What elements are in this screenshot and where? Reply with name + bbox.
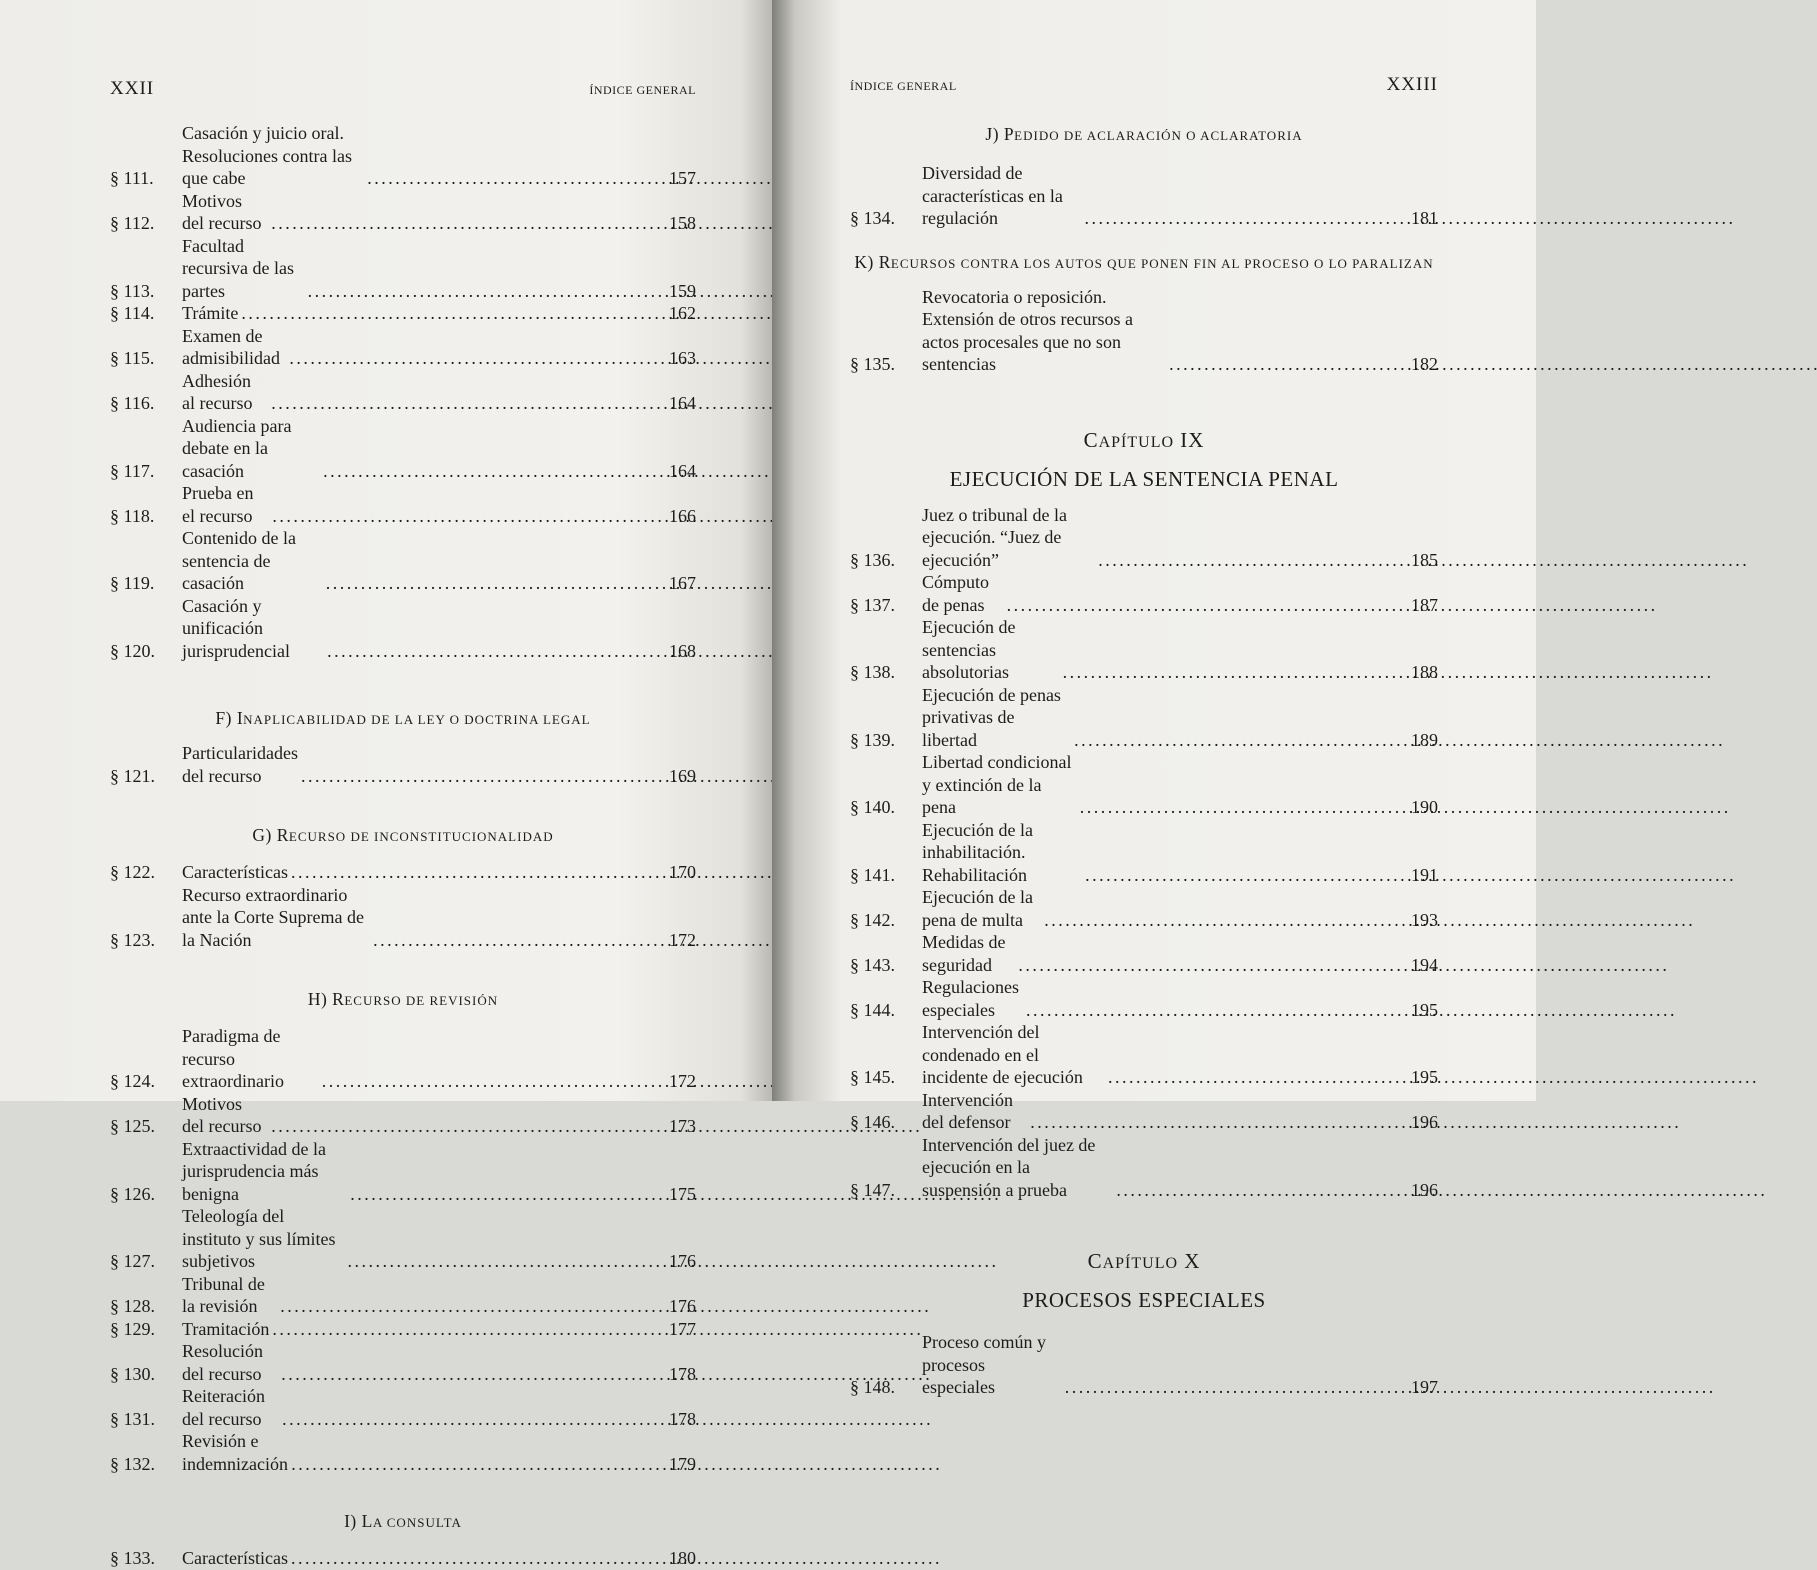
section-title: Medidas de seguridad <box>922 932 1006 975</box>
entry-title-wrap <box>182 1093 662 1138</box>
section-number: § 130. <box>110 1363 155 1384</box>
leader-dots <box>271 392 659 415</box>
leader-dots <box>291 861 659 884</box>
page-ref: 185 <box>1411 549 1438 570</box>
chapter-block <box>850 1249 1438 1313</box>
toc-entry <box>110 861 696 884</box>
toc-entry <box>110 1138 696 1206</box>
entry-title-wrap <box>922 1021 1404 1089</box>
section-title: Intervención del juez de ejecución en la suspensión a prueba <box>922 1134 1096 1200</box>
page-ref: 170 <box>669 862 696 882</box>
section-title: Prueba en el recurso <box>182 483 254 526</box>
entry-list <box>850 286 1438 376</box>
leader-dots <box>1080 796 1401 819</box>
toc-entry <box>850 1021 1438 1089</box>
page-ref: 168 <box>669 640 696 661</box>
leader-dots <box>271 1115 659 1138</box>
page-ref: 177 <box>669 1318 696 1339</box>
heading-letter: I) <box>344 1511 357 1531</box>
page-ref: 173 <box>669 1116 696 1136</box>
entry-list <box>850 162 1438 230</box>
page-ref: 182 <box>1411 354 1438 374</box>
section-number: § 137. <box>850 594 895 615</box>
page-ref: 164 <box>669 460 696 481</box>
page-ref: 196 <box>1411 1112 1438 1132</box>
page-ref: 167 <box>669 573 696 593</box>
section-title: Revocatoria o reposición. Extensión de otros recursos a actos procesales que no son sentencias <box>922 286 1133 374</box>
page-ref: 163 <box>669 348 696 368</box>
toc-entry <box>850 886 1438 931</box>
leader-dots <box>1169 353 1401 376</box>
toc-entry <box>850 751 1438 819</box>
entry-title-wrap <box>922 1331 1404 1399</box>
toc-entry <box>110 302 696 325</box>
page-ref: 172 <box>669 1071 696 1091</box>
leader-dots <box>1098 549 1401 572</box>
section-title: Examen de admisibilidad <box>182 325 280 368</box>
entry-title-wrap <box>182 370 662 415</box>
toc-entry <box>850 684 1438 752</box>
section-number: § 111. <box>110 168 154 188</box>
section-number: § 118. <box>110 505 155 526</box>
entry-list <box>110 1025 696 1475</box>
toc-entry <box>850 286 1438 376</box>
heading-rest: A CONSULTA <box>372 1515 462 1530</box>
entry-title-wrap <box>182 1138 662 1206</box>
chapter-title: PROCESOS ESPECIALES <box>1022 1288 1266 1312</box>
leader-dots <box>308 280 659 303</box>
section-title: Revisión e indemnización <box>182 1431 288 1474</box>
chapter-title: EJECUCIÓN DE LA SENTENCIA PENAL <box>949 466 1339 491</box>
section-title: Casación y juicio oral. Resoluciones contra las que cabe <box>182 123 352 188</box>
section-title: Reiteración del recurso <box>182 1386 265 1429</box>
section-title: Particularidades del recurso <box>182 743 298 786</box>
running-head <box>850 74 1438 114</box>
leader-dots <box>271 212 659 235</box>
section-number: § 143. <box>850 954 895 975</box>
section-number: § 131. <box>110 1408 155 1429</box>
section-number: § 133. <box>110 1548 155 1568</box>
toc-entry <box>110 1205 696 1273</box>
toc-entry <box>110 1340 696 1385</box>
toc-entry <box>110 1430 696 1475</box>
section-title: Recurso extraordinario ante la Corte Suprema de la Nación <box>182 884 364 950</box>
section-number: § 141. <box>850 864 895 885</box>
section-title: Ejecución de sentencias absolutorias <box>922 617 1016 682</box>
entry-title-wrap <box>922 976 1404 1021</box>
entry-title-wrap <box>182 861 662 884</box>
page-ref: 191 <box>1411 864 1438 885</box>
section-number: § 117. <box>110 460 155 481</box>
leader-dots <box>327 640 659 663</box>
section-number: § 113. <box>110 280 155 301</box>
section-number: § 134. <box>850 208 895 228</box>
toc-entry <box>110 527 696 595</box>
page-ref: 176 <box>669 1296 696 1316</box>
leader-dots <box>282 1408 659 1431</box>
heading-letter: G) <box>252 825 272 845</box>
leader-dots <box>347 1250 659 1273</box>
page-number: XXIII <box>1386 74 1438 95</box>
toc-entry <box>110 122 696 190</box>
toc-entry <box>850 616 1438 684</box>
section-title: Extraactividad de la jurisprudencia más benigna <box>182 1138 326 1204</box>
leader-dots <box>1063 661 1401 684</box>
section-number: § 128. <box>110 1296 155 1316</box>
section-title: Juez o tribunal de la ejecución. “Juez de ejecución” <box>922 504 1067 570</box>
leader-dots <box>1085 207 1401 230</box>
section-number: § 148. <box>850 1377 895 1397</box>
chapter-numeral: X <box>1184 1249 1201 1273</box>
leader-dots <box>301 765 659 788</box>
section-heading <box>110 987 696 1013</box>
section-title: Audiencia para debate en la casación <box>182 415 292 481</box>
section-title: Intervención del defensor <box>922 1089 1013 1132</box>
leader-dots <box>373 929 659 952</box>
entry-title-wrap <box>182 527 662 595</box>
entry-title-wrap <box>182 190 662 235</box>
leader-dots <box>289 347 659 370</box>
entry-title-wrap <box>182 415 662 483</box>
toc-entry <box>850 571 1438 616</box>
page-ref: 158 <box>669 213 696 233</box>
toc-content <box>110 122 696 1570</box>
page-ref: 194 <box>1411 954 1438 975</box>
entry-title-wrap <box>922 684 1404 752</box>
page-ref: 162 <box>669 303 696 323</box>
section-number: § 136. <box>850 549 895 570</box>
section-heading <box>110 823 696 849</box>
entry-title-wrap <box>182 1273 662 1318</box>
toc-entry <box>850 1089 1438 1134</box>
section-title: Ejecución de penas privativas de libertad <box>922 684 1061 750</box>
page-ref: 195 <box>1411 1067 1438 1087</box>
heading-initial: R <box>276 825 289 845</box>
section-title: Facultad recursiva de las partes <box>182 235 294 301</box>
toc-entry <box>850 931 1438 976</box>
heading-letter: K) <box>854 251 874 272</box>
page-ref: 172 <box>669 929 696 950</box>
section-number: § 146. <box>850 1112 895 1132</box>
leader-dots <box>367 167 659 190</box>
chapter-label-initial: C <box>1083 427 1099 452</box>
entry-title-wrap <box>182 1205 662 1273</box>
section-number: § 116. <box>110 393 155 413</box>
entry-title-wrap <box>182 1318 662 1341</box>
section-number: § 119. <box>110 573 155 593</box>
page-ref: 164 <box>669 393 696 413</box>
section-number: § 114. <box>110 303 155 323</box>
section-heading <box>110 1509 696 1535</box>
toc-entry <box>110 1273 696 1318</box>
section-title: Paradigma de recurso extraordinario <box>182 1026 284 1091</box>
entry-title-wrap <box>922 886 1404 931</box>
toc-entry <box>850 162 1438 230</box>
section-number: § 139. <box>850 729 895 750</box>
section-number: § 121. <box>110 765 155 786</box>
section-number: § 122. <box>110 862 155 882</box>
right-page <box>772 0 1536 1397</box>
heading-rest: EDIDO DE ACLARACIÓN O ACLARATORIA <box>1014 128 1303 143</box>
entry-list <box>110 122 696 662</box>
page-ref: 179 <box>669 1453 696 1474</box>
section-number: § 126. <box>110 1183 155 1204</box>
section-title: Características <box>182 862 288 882</box>
entry-title-wrap <box>182 1025 662 1093</box>
left-page <box>0 0 772 1568</box>
entry-title-wrap <box>182 595 662 663</box>
leader-dots <box>1030 1111 1401 1134</box>
running-title: ÍNDICE GENERAL <box>589 83 696 97</box>
section-title: Cómputo de penas <box>922 572 990 615</box>
section-title: Diversidad de características en la regulación <box>922 163 1063 228</box>
entry-title-wrap <box>922 931 1404 976</box>
heading-rest: NAPLICABILIDAD DE LA LEY O DOCTRINA LEGAL <box>243 712 591 727</box>
entry-title-wrap <box>922 819 1404 887</box>
section-title: Libertad condicional y extinción de la pena <box>922 752 1072 817</box>
leader-dots <box>280 1295 659 1318</box>
section-number: § 132. <box>110 1453 155 1474</box>
toc-entry <box>110 370 696 415</box>
page-ref: 187 <box>1411 594 1438 615</box>
section-number: § 138. <box>850 662 895 682</box>
leader-dots <box>1007 594 1401 617</box>
entry-title-wrap <box>922 162 1404 230</box>
page-ref: 181 <box>1411 208 1438 228</box>
section-title: Tribunal de la revisión <box>182 1273 265 1316</box>
section-number: § 129. <box>110 1318 155 1339</box>
page-ref: 197 <box>1411 1377 1438 1397</box>
entry-title-wrap <box>922 571 1404 616</box>
leader-dots <box>241 302 659 325</box>
page-ref: 195 <box>1411 999 1438 1020</box>
section-title: Adhesión al recurso <box>182 370 253 413</box>
entry-list <box>110 861 696 951</box>
page-ref: 193 <box>1411 909 1438 930</box>
section-number: § 147. <box>850 1179 895 1200</box>
running-head <box>110 78 696 118</box>
toc-entry <box>110 1385 696 1430</box>
toc-entry <box>110 415 696 483</box>
leader-dots <box>323 460 659 483</box>
page-ref: 169 <box>669 765 696 786</box>
heading-initial: L <box>361 1511 373 1531</box>
page-ref: 157 <box>669 168 696 188</box>
page-ref: 159 <box>669 280 696 301</box>
page-ref: 189 <box>1411 729 1438 750</box>
entry-title-wrap <box>922 1089 1404 1134</box>
entry-title-wrap <box>182 122 662 190</box>
page-ref: 175 <box>669 1183 696 1204</box>
entry-list <box>850 504 1438 1202</box>
section-number: § 123. <box>110 929 155 950</box>
leader-dots <box>326 572 659 595</box>
toc-content <box>850 122 1438 1399</box>
section-heading <box>850 122 1438 148</box>
entry-list <box>850 1331 1438 1399</box>
page-ref: 180 <box>669 1548 696 1568</box>
section-number: § 120. <box>110 640 155 661</box>
section-number: § 115. <box>110 348 155 368</box>
entry-title-wrap <box>182 1430 662 1475</box>
toc-entry <box>850 504 1438 572</box>
section-number: § 112. <box>110 213 155 233</box>
section-title: Ejecución de la pena de multa <box>922 887 1033 930</box>
section-title: Motivos del recurso <box>182 1093 262 1136</box>
entry-title-wrap <box>922 286 1404 376</box>
entry-title-wrap <box>922 616 1404 684</box>
toc-entry <box>110 1318 696 1341</box>
section-number: § 142. <box>850 909 895 930</box>
toc-entry <box>110 595 696 663</box>
page-ref: 188 <box>1411 662 1438 682</box>
chapter-label-rest: APÍTULO <box>1102 1255 1179 1272</box>
toc-entry <box>850 976 1438 1021</box>
chapter-label <box>850 428 1438 453</box>
entry-title-wrap <box>922 751 1404 819</box>
entry-title-wrap <box>182 325 662 370</box>
leader-dots <box>350 1183 659 1206</box>
chapter-label-rest: APÍTULO <box>1098 433 1175 451</box>
section-title: Características <box>182 1548 288 1568</box>
leader-dots <box>272 505 659 528</box>
section-title: Proceso común y procesos especiales <box>922 1332 1046 1397</box>
section-number: § 124. <box>110 1071 155 1091</box>
entry-title-wrap <box>182 1385 662 1430</box>
chapter-label-initial: C <box>1087 1249 1103 1273</box>
entry-title-wrap <box>922 504 1404 572</box>
section-title: Casación y unificación jurisprudencial <box>182 595 290 661</box>
toc-entry <box>110 235 696 303</box>
leader-dots <box>272 1318 659 1341</box>
page-ref: 178 <box>669 1408 696 1429</box>
leader-dots <box>291 1547 659 1570</box>
heading-initial: R <box>878 251 891 272</box>
toc-entry <box>110 1025 696 1093</box>
section-number: § 144. <box>850 999 895 1020</box>
section-title: Resolución del recurso <box>182 1341 263 1384</box>
heading-initial: R <box>332 989 345 1009</box>
entry-list <box>110 742 696 787</box>
heading-initial: I <box>236 708 244 728</box>
heading-initial: P <box>1003 124 1015 144</box>
entry-title-wrap <box>182 1340 662 1385</box>
chapter-block <box>850 428 1438 492</box>
toc-entry <box>110 884 696 952</box>
section-heading <box>110 706 696 732</box>
leader-dots <box>1108 1066 1401 1089</box>
leader-dots <box>291 1453 659 1476</box>
chapter-numeral: IX <box>1180 427 1205 452</box>
page-ref: 178 <box>669 1363 696 1384</box>
toc-entry <box>110 1093 696 1138</box>
leader-dots <box>1018 954 1401 977</box>
leader-dots <box>1044 909 1401 932</box>
page-ref: 196 <box>1411 1179 1438 1200</box>
section-number: § 125. <box>110 1116 155 1136</box>
entry-title-wrap <box>182 482 662 527</box>
entry-title-wrap <box>182 1547 662 1570</box>
toc-entry <box>110 325 696 370</box>
leader-dots <box>1074 729 1401 752</box>
heading-rest: ECURSO DE INCONSTITUCIONALIDAD <box>288 829 554 844</box>
page-ref: 166 <box>669 505 696 526</box>
entry-title-wrap <box>182 302 662 325</box>
heading-rest: ECURSO DE REVISIÓN <box>344 993 499 1008</box>
toc-entry <box>850 1134 1438 1202</box>
entry-title-wrap <box>182 742 662 787</box>
section-title: Teleología del instituto y sus límites subjetivos <box>182 1206 336 1271</box>
entry-title-wrap <box>182 235 662 303</box>
toc-entry <box>850 819 1438 887</box>
section-title: Tramitación <box>182 1318 270 1339</box>
section-title: Regulaciones especiales <box>922 977 1019 1020</box>
section-number: § 145. <box>850 1067 895 1087</box>
leader-dots <box>1085 864 1401 887</box>
toc-entry <box>110 742 696 787</box>
page-ref: 190 <box>1411 797 1438 817</box>
heading-rest: ECURSOS CONTRA LOS AUTOS QUE PONEN FIN AL PROCESO O LO PARALIZAN <box>890 255 1434 271</box>
page-number: XXII <box>110 78 155 99</box>
section-title: Contenido de la sentencia de casación <box>182 528 296 593</box>
running-title: ÍNDICE GENERAL <box>850 79 957 93</box>
section-title: Motivos del recurso <box>182 190 262 233</box>
section-title: Ejecución de la inhabilitación. Rehabilitación <box>922 819 1033 885</box>
entry-title-wrap <box>182 884 662 952</box>
entry-title-wrap <box>922 1134 1404 1202</box>
toc-entry <box>110 1547 696 1570</box>
heading-letter: F) <box>215 708 232 728</box>
leader-dots <box>322 1070 659 1093</box>
leader-dots <box>1065 1376 1401 1399</box>
heading-letter: J) <box>985 124 1000 144</box>
section-heading <box>850 250 1438 276</box>
chapter-label <box>850 1249 1438 1274</box>
section-title: Trámite <box>182 303 239 323</box>
leader-dots <box>1116 1179 1401 1202</box>
leader-dots <box>281 1363 659 1386</box>
section-number: § 135. <box>850 354 895 374</box>
leader-dots <box>1026 999 1401 1022</box>
toc-entry <box>850 1331 1438 1399</box>
section-title: Intervención del condenado en el incidente de ejecución <box>922 1022 1083 1087</box>
section-number: § 127. <box>110 1251 155 1271</box>
section-number: § 140. <box>850 797 895 817</box>
toc-entry <box>110 482 696 527</box>
entry-list <box>110 1547 696 1570</box>
toc-entry <box>110 190 696 235</box>
heading-letter: H) <box>307 989 328 1009</box>
page-ref: 176 <box>669 1251 696 1271</box>
